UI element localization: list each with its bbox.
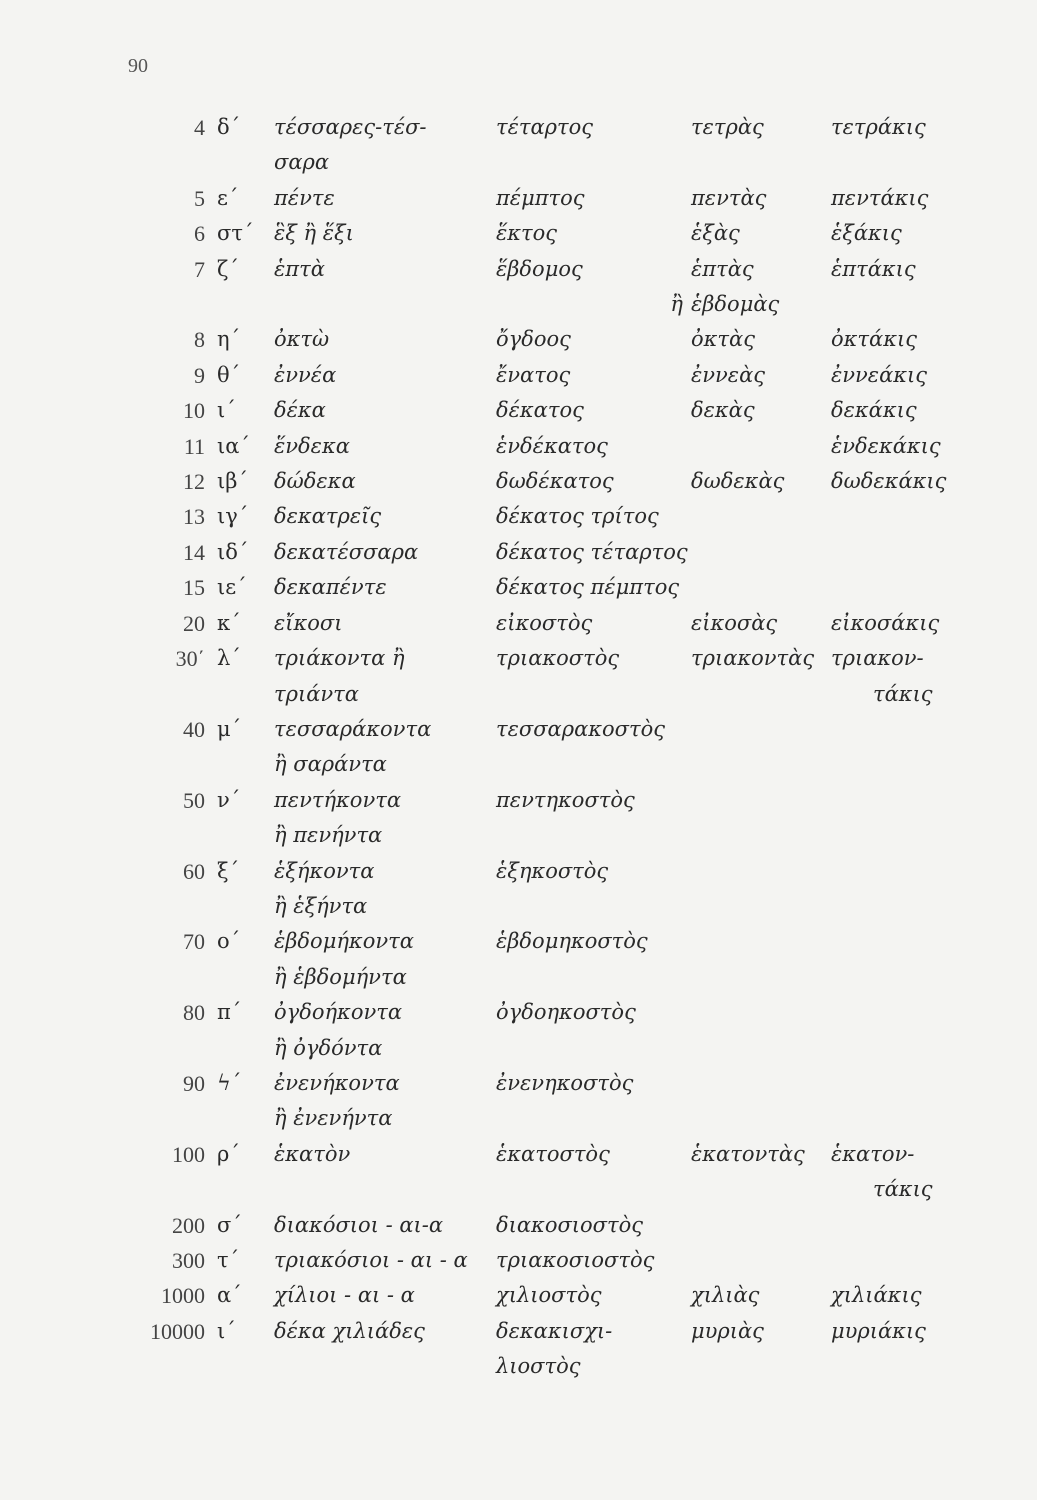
arabic-numeral bbox=[110, 960, 217, 995]
adverb: τριακον- bbox=[831, 646, 924, 671]
ordinal: λιοστὸς bbox=[496, 1354, 581, 1379]
ordinal: τέταρτος bbox=[496, 115, 594, 139]
table-row bbox=[110, 1066, 990, 1101]
cardinal: δέκα bbox=[274, 398, 326, 423]
table-row bbox=[110, 145, 990, 180]
table-row bbox=[110, 287, 990, 322]
ordinal: χιλιοστὸς bbox=[496, 1283, 602, 1308]
collective bbox=[691, 145, 831, 180]
adverb bbox=[831, 570, 990, 605]
cardinal: τέσσαρες-τέσ- bbox=[274, 115, 427, 139]
greek-numeral bbox=[217, 145, 274, 180]
table-row bbox=[110, 995, 990, 1030]
cardinal: ἢ ἑξήντα bbox=[274, 893, 368, 918]
collective bbox=[691, 1031, 831, 1066]
ordinal: δέκατος τρίτος bbox=[496, 504, 659, 529]
arabic-numeral: 20 bbox=[183, 610, 205, 636]
greek-numeral: ο΄ bbox=[217, 929, 241, 954]
adverb bbox=[831, 889, 990, 924]
arabic-numeral bbox=[110, 818, 217, 853]
collective: ἑβδομὰς bbox=[691, 292, 780, 317]
adverb bbox=[831, 818, 990, 853]
collective bbox=[691, 535, 831, 570]
adverb: εἰκοσάκις bbox=[831, 610, 940, 635]
adverb: τάκις bbox=[873, 681, 933, 706]
adverb bbox=[831, 1066, 990, 1101]
greek-numeral: ξ΄ bbox=[217, 858, 240, 883]
cardinal: ὀκτὼ bbox=[274, 327, 330, 352]
adverb: τετράκις bbox=[831, 115, 926, 139]
greek-numeral: ζ΄ bbox=[217, 256, 239, 281]
ordinal: δεκακισχι- bbox=[496, 1318, 613, 1343]
collective bbox=[691, 499, 831, 534]
ordinal: δέκατος πέμπτος bbox=[496, 575, 680, 600]
cardinal: ὀγδοήκοντα bbox=[274, 1000, 403, 1025]
table-row bbox=[110, 429, 990, 464]
table-row bbox=[110, 677, 990, 712]
greek-numeral: π΄ bbox=[217, 1000, 242, 1025]
ordinal: ἐνενηκοστὸς bbox=[496, 1070, 634, 1095]
cardinal: ἐννέα bbox=[274, 362, 337, 387]
ordinal: δωδέκατος bbox=[496, 469, 614, 494]
table-row bbox=[110, 854, 990, 889]
collective bbox=[691, 818, 831, 853]
table-row bbox=[110, 393, 990, 428]
ordinal bbox=[496, 747, 691, 782]
greek-numeral bbox=[217, 889, 274, 924]
collective: ἑξὰς bbox=[691, 221, 740, 246]
adverb bbox=[831, 854, 990, 889]
table-row bbox=[110, 924, 990, 959]
cardinal: ἑβδομήκοντα bbox=[274, 929, 414, 954]
adverb bbox=[831, 712, 990, 747]
cardinal: τριακόσιοι - αι - α bbox=[274, 1248, 468, 1272]
table-row bbox=[110, 1172, 990, 1207]
adverb: ἑκατον- bbox=[831, 1141, 915, 1166]
collective bbox=[691, 889, 831, 924]
cardinal: ἢ ὀγδόντα bbox=[274, 1035, 383, 1060]
page-number: 90 bbox=[128, 55, 148, 77]
collective: δωδεκὰς bbox=[691, 469, 785, 494]
cardinal: δεκατέσσαρα bbox=[274, 539, 419, 564]
greek-numeral bbox=[217, 1172, 274, 1207]
adverb bbox=[831, 1349, 990, 1384]
arabic-numeral: 13 bbox=[183, 504, 205, 530]
collective bbox=[691, 960, 831, 995]
collective bbox=[691, 1101, 831, 1136]
numerals-table-body bbox=[110, 110, 990, 1385]
collective: μυριὰς bbox=[691, 1318, 764, 1343]
ordinal: ὄγδοος bbox=[496, 327, 571, 352]
greek-numeral: ι΄ bbox=[217, 398, 236, 423]
cardinal: ἢ ἐνενήντα bbox=[274, 1106, 393, 1131]
collective bbox=[691, 429, 831, 464]
collective: τετρὰς bbox=[691, 115, 764, 139]
arabic-numeral bbox=[110, 145, 217, 180]
collective: χιλιὰς bbox=[691, 1283, 760, 1308]
collective bbox=[691, 570, 831, 605]
cardinal: δεκατρεῖς bbox=[274, 504, 382, 529]
table-row bbox=[110, 181, 990, 216]
adverb: πεντάκις bbox=[831, 185, 929, 210]
arabic-numeral bbox=[110, 287, 217, 322]
table-row bbox=[110, 641, 990, 676]
ordinal: διακοσιοστὸς bbox=[496, 1212, 644, 1237]
cardinal: πέντε bbox=[274, 185, 335, 210]
adverb bbox=[831, 1031, 990, 1066]
collective bbox=[691, 924, 831, 959]
arabic-numeral bbox=[110, 677, 217, 712]
ordinal bbox=[496, 1031, 691, 1066]
greek-numeral bbox=[217, 1101, 274, 1136]
greek-numeral: θ΄ bbox=[217, 362, 241, 387]
adverb bbox=[831, 960, 990, 995]
ordinal bbox=[496, 677, 691, 712]
adverb: δωδεκάκις bbox=[831, 469, 947, 494]
adverb bbox=[831, 1101, 990, 1136]
adverb bbox=[831, 145, 990, 180]
arabic-numeral bbox=[110, 1172, 217, 1207]
adverb bbox=[831, 924, 990, 959]
adverb bbox=[831, 287, 990, 322]
greek-numeral: κ΄ bbox=[217, 610, 241, 635]
cardinal: τριάντα bbox=[274, 681, 359, 706]
greek-numeral: τ΄ bbox=[217, 1248, 240, 1272]
arabic-numeral bbox=[110, 889, 217, 924]
greek-numeral: ιγ΄ bbox=[217, 504, 249, 529]
cardinal: δέκα χιλιάδες bbox=[274, 1318, 425, 1343]
arabic-numeral bbox=[110, 1101, 217, 1136]
arabic-numeral: 200 bbox=[172, 1212, 205, 1238]
table-row bbox=[110, 464, 990, 499]
collective bbox=[691, 995, 831, 1030]
adverb bbox=[831, 535, 990, 570]
collective bbox=[691, 1349, 831, 1384]
cardinal: τεσσαράκοντα bbox=[274, 716, 432, 741]
ordinal bbox=[496, 889, 691, 924]
table-row bbox=[110, 783, 990, 818]
ordinal: δέκατος τέταρτος bbox=[496, 539, 688, 564]
arabic-numeral: 15 bbox=[183, 575, 205, 601]
greek-numeral: ιβ΄ bbox=[217, 469, 248, 494]
arabic-numeral: 40 bbox=[183, 716, 205, 742]
arabic-numeral: 10 bbox=[183, 398, 205, 424]
adverb: τάκις bbox=[873, 1177, 933, 1202]
collective bbox=[691, 1172, 831, 1207]
table-row bbox=[110, 535, 990, 570]
collective bbox=[691, 747, 831, 782]
table-row bbox=[110, 1208, 990, 1243]
arabic-numeral: 5 bbox=[194, 185, 205, 211]
table-row bbox=[110, 1031, 990, 1066]
cardinal: πεντήκοντα bbox=[274, 787, 402, 812]
adverb: ἑπτάκις bbox=[831, 256, 916, 281]
ordinal bbox=[496, 1101, 691, 1136]
greek-numeral: η΄ bbox=[217, 327, 241, 352]
ordinal bbox=[496, 960, 691, 995]
ordinal: ἕκτος bbox=[496, 221, 558, 246]
adverb: ἑνδεκάκις bbox=[831, 433, 941, 458]
ordinal bbox=[496, 287, 691, 322]
ordinal: ἕβδομος bbox=[496, 256, 583, 281]
table-row bbox=[110, 1243, 990, 1278]
greek-numeral: ν΄ bbox=[217, 787, 241, 812]
greek-numeral bbox=[217, 677, 274, 712]
ordinal: εἰκοστὸς bbox=[496, 610, 593, 635]
arabic-numeral: 1000 bbox=[161, 1283, 205, 1309]
arabic-numeral: 60 bbox=[183, 858, 205, 884]
ordinal bbox=[496, 818, 691, 853]
arabic-numeral: 8 bbox=[194, 327, 205, 353]
cardinal: εἴκοσι bbox=[274, 610, 343, 635]
collective bbox=[691, 1066, 831, 1101]
collective: ἑκατοντὰς bbox=[691, 1141, 805, 1166]
arabic-numeral: 50 bbox=[183, 787, 205, 813]
greek-numeral: ε΄ bbox=[217, 185, 239, 210]
table-row bbox=[110, 1278, 990, 1313]
greek-numeral: ι΄ bbox=[217, 1318, 236, 1343]
ordinal bbox=[496, 145, 691, 180]
arabic-numeral: 90 bbox=[183, 1070, 205, 1096]
arabic-numeral: 12 bbox=[183, 469, 205, 495]
cardinal bbox=[274, 287, 496, 322]
arabic-numeral: 100 bbox=[172, 1141, 205, 1167]
collective bbox=[691, 712, 831, 747]
numerals-table bbox=[110, 110, 990, 1385]
arabic-numeral: 11 bbox=[183, 433, 205, 459]
arabic-numeral: 7 bbox=[194, 256, 205, 282]
table-row bbox=[110, 1137, 990, 1172]
table-row bbox=[110, 1314, 990, 1349]
adverb bbox=[831, 783, 990, 818]
table-row bbox=[110, 712, 990, 747]
cardinal: σαρα bbox=[274, 150, 330, 175]
table-row bbox=[110, 570, 990, 605]
greek-numeral: ϟ΄ bbox=[217, 1070, 242, 1095]
arabic-numeral bbox=[110, 747, 217, 782]
adverb bbox=[831, 1243, 990, 1278]
greek-numeral: σ΄ bbox=[217, 1212, 242, 1237]
greek-numeral bbox=[217, 1031, 274, 1066]
cardinal bbox=[274, 1172, 496, 1207]
collective: πεντὰς bbox=[691, 185, 767, 210]
cardinal: ἕνδεκα bbox=[274, 433, 350, 458]
cardinal: ἢ πενήντα bbox=[274, 823, 383, 848]
collective: ἐννεὰς bbox=[691, 362, 766, 387]
collective bbox=[691, 854, 831, 889]
greek-numeral: δ΄ bbox=[217, 115, 241, 139]
table-row bbox=[110, 358, 990, 393]
ordinal: πεντηκοστὸς bbox=[496, 787, 635, 812]
ordinal: ἑκατοστὸς bbox=[496, 1141, 610, 1166]
arabic-numeral: 10000 bbox=[150, 1318, 205, 1344]
greek-numeral: ιδ΄ bbox=[217, 539, 249, 564]
cardinal: ἓξ ἢ ἕξι bbox=[274, 221, 354, 246]
greek-numeral: ρ΄ bbox=[217, 1141, 240, 1166]
arabic-numeral bbox=[110, 1349, 217, 1384]
adverb: ὀκτάκις bbox=[831, 327, 917, 352]
collective bbox=[691, 783, 831, 818]
table-row bbox=[110, 747, 990, 782]
greek-numeral bbox=[217, 960, 274, 995]
greek-numeral: ια΄ bbox=[217, 433, 250, 458]
cardinal: ἢ σαράντα bbox=[274, 752, 387, 777]
collective bbox=[691, 1243, 831, 1278]
table-row bbox=[110, 1101, 990, 1136]
cardinal: διακόσιοι - αι-α bbox=[274, 1212, 444, 1237]
arabic-numeral: 70 bbox=[183, 929, 205, 955]
table-row bbox=[110, 889, 990, 924]
cardinal: ἑπτὰ bbox=[274, 256, 325, 281]
table-row bbox=[110, 110, 990, 145]
greek-numeral: στ΄ bbox=[217, 221, 254, 246]
cardinal: τριάκοντα ἢ bbox=[274, 646, 405, 671]
arabic-numeral: 300 bbox=[172, 1248, 205, 1273]
cardinal: ἑξήκοντα bbox=[274, 858, 375, 883]
collective bbox=[691, 1208, 831, 1243]
ordinal: ἑνδέκατος bbox=[496, 433, 608, 458]
adverb: ἑξάκις bbox=[831, 221, 902, 246]
table-row bbox=[110, 216, 990, 251]
adverb bbox=[831, 499, 990, 534]
cardinal: ἑκατὸν bbox=[274, 1141, 351, 1166]
arabic-numeral: 9 bbox=[194, 362, 205, 388]
collective: δεκὰς bbox=[691, 398, 755, 423]
cardinal bbox=[274, 1349, 496, 1384]
ordinal: ὀγδοηκοστὸς bbox=[496, 1000, 636, 1025]
adverb bbox=[831, 1208, 990, 1243]
collective: ὀκτὰς bbox=[691, 327, 755, 352]
adverb: ἐννεάκις bbox=[831, 362, 928, 387]
greek-numeral: ιε΄ bbox=[217, 575, 247, 600]
table-row bbox=[110, 252, 990, 287]
cardinal: δώδεκα bbox=[274, 469, 356, 494]
collective: τριακοντὰς bbox=[691, 646, 815, 671]
table-row bbox=[110, 499, 990, 534]
table-row bbox=[110, 322, 990, 357]
arabic-numeral: 30΄ bbox=[175, 646, 205, 672]
table-row bbox=[110, 1349, 990, 1384]
arabic-numeral: 4 bbox=[194, 115, 205, 140]
table-row bbox=[110, 818, 990, 853]
ordinal: τριακοστὸς bbox=[496, 646, 620, 671]
ordinal bbox=[496, 1172, 691, 1207]
adverb bbox=[831, 995, 990, 1030]
ordinal: δέκατος bbox=[496, 398, 584, 423]
alternative-marker: ἢ bbox=[670, 292, 683, 317]
greek-numeral: μ΄ bbox=[217, 716, 242, 741]
arabic-numeral: 80 bbox=[183, 1000, 205, 1026]
arabic-numeral: 14 bbox=[183, 539, 205, 565]
greek-numeral: α΄ bbox=[217, 1283, 242, 1308]
adverb bbox=[831, 747, 990, 782]
greek-numeral bbox=[217, 1349, 274, 1384]
ordinal: τριακοσιοστὸς bbox=[496, 1248, 655, 1272]
ordinal: ἑξηκοστὸς bbox=[496, 858, 609, 883]
collective: εἰκοσὰς bbox=[691, 610, 778, 635]
cardinal: ἢ ἑβδομήντα bbox=[274, 964, 407, 989]
ordinal: τεσσαρακοστὸς bbox=[496, 716, 666, 741]
arabic-numeral: 6 bbox=[194, 221, 205, 247]
collective: ἑπτὰς bbox=[691, 256, 754, 281]
greek-numeral: λ΄ bbox=[217, 646, 241, 671]
arabic-numeral bbox=[110, 1031, 217, 1066]
ordinal: πέμπτος bbox=[496, 185, 585, 210]
greek-numeral bbox=[217, 747, 274, 782]
adverb: χιλιάκις bbox=[831, 1283, 922, 1308]
greek-numeral bbox=[217, 287, 274, 322]
cardinal: δεκαπέντε bbox=[274, 575, 387, 600]
adverb: δεκάκις bbox=[831, 398, 917, 423]
cardinal: ἐνενήκοντα bbox=[274, 1070, 400, 1095]
cardinal: χίλιοι - αι - α bbox=[274, 1283, 415, 1308]
collective bbox=[691, 677, 831, 712]
table-row bbox=[110, 606, 990, 641]
table-row bbox=[110, 960, 990, 995]
ordinal: ἔνατος bbox=[496, 362, 571, 387]
greek-numeral bbox=[217, 818, 274, 853]
adverb: μυριάκις bbox=[831, 1318, 926, 1343]
ordinal: ἑβδομηκοστὸς bbox=[496, 929, 648, 954]
